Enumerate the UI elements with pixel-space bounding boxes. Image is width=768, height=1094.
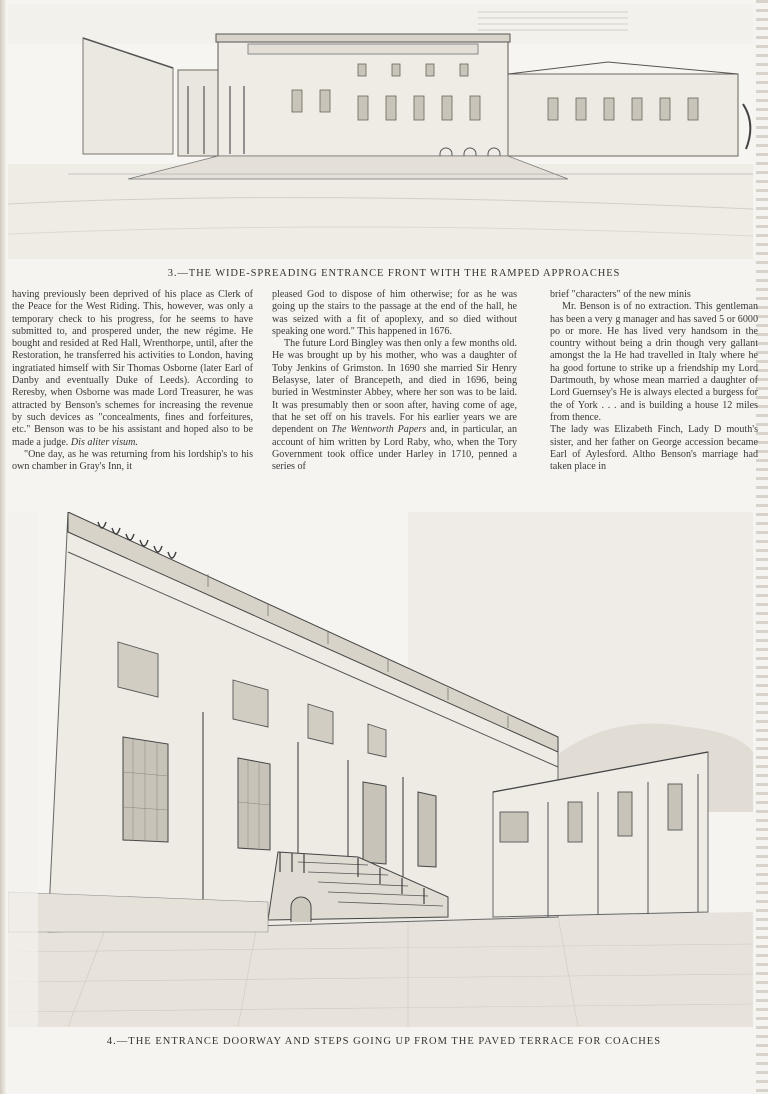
column-1-paragraph-2: "One day, as he was returning from his lordship's to his own chamber in Gray's Inn, it [12, 448, 253, 473]
column-3-paragraph-2: Mr. Benson is of no extraction. This gentleman has been a very g manager and has saved 5 or 6000 po or more. He has lived very handsom in the country without being a drin though very gallant amongst the la He had travelled in Italy where he ha good fortune to strike up a friendship my Lord Dartmouth, by whose mean married a daughter of Lord Guernsey's He is always elected a burgess for the of York . . . and is building a house 12 miles from thence. [550, 301, 758, 423]
column-3-paragraph-3: The lady was Elizabeth Finch, Lady D mouth's sister, and her father on George accession became Earl of Aylesford. Altho Benson's marriage had taken place in [550, 424, 758, 473]
column-2-text-a: The future Lord Bingley was then only a few months old. He was brought up by his mother, who was a daughter of Toby Jenkins of Grimston. In 1690 she married Sir Henry Belasyse, later of Brancepeth, and died in 1696, being buried in Westminster Abbey, where her son was to be laid. It was presumably then or soon after, having come of age, that he set off on his travels. For his earlier years we are dependent on [272, 338, 517, 436]
bottom-photo-caption: 4.—THE ENTRANCE DOORWAY AND STEPS GOING UP FROM THE PAVED TERRACE FOR COACHES [106, 1036, 662, 1047]
column-2-paragraph-2 [272, 338, 517, 473]
column-2-text-b: and, in particular, an account of him written by Lord Raby, who, when the Tory Government took office under Harley in 1710, penned a series of [272, 424, 517, 473]
entrance-front-photo [8, 4, 753, 259]
top-photo-caption: 3.—THE WIDE-SPREADING ENTRANCE FRONT WITH THE RAMPED APPROACHES [167, 268, 621, 279]
entrance-doorway-illustration [8, 512, 753, 1027]
text-column-2 [272, 289, 517, 505]
entrance-doorway-photo [8, 512, 753, 1027]
column-3-paragraph-1: brief "characters" of the new minis [550, 289, 691, 300]
column-2-paragraph-1: pleased God to dispose of him otherwise; for as he was going up the stairs to the passage at the end of the hall, he was seized with a fit of apoplexy, and so died without speaking one word." This happened in 1676. [272, 289, 517, 337]
scan-edge-left [0, 0, 6, 1094]
entrance-front-illustration [8, 4, 753, 259]
column-2-italic-title: The Wentworth Papers [331, 424, 427, 436]
column-1-paragraph-1 [12, 289, 253, 449]
column-gutter-marks [526, 289, 546, 499]
text-column-1 [12, 289, 253, 505]
column-1-text: having previously been deprived of his place as Clerk of the Peace for the West Riding. This, however, was only a temporary check to his progress, for he seems to have submitted to, and prospered under, the new régime. He bought and resided at Red Hall, Wrenthorpe, until, after the Restoration, he transferred his activities to London, having ingratiated himself with Sir Thomas Osborne (later Earl of Danby and eventually Duke of Leeds). According to Reresby, when Osborne was made Lord Treasurer, he was attracted by Benson's schemes for increasing the revenue by such devices as "concealments, fines and forfeitures, etc." Benson was to be his assistant and hoped also to be made a judge. [12, 289, 253, 448]
scan-edge-right [756, 0, 768, 1094]
column-1-italic-phrase: Dis aliter visum. [70, 436, 138, 448]
text-column-3 [550, 289, 758, 505]
